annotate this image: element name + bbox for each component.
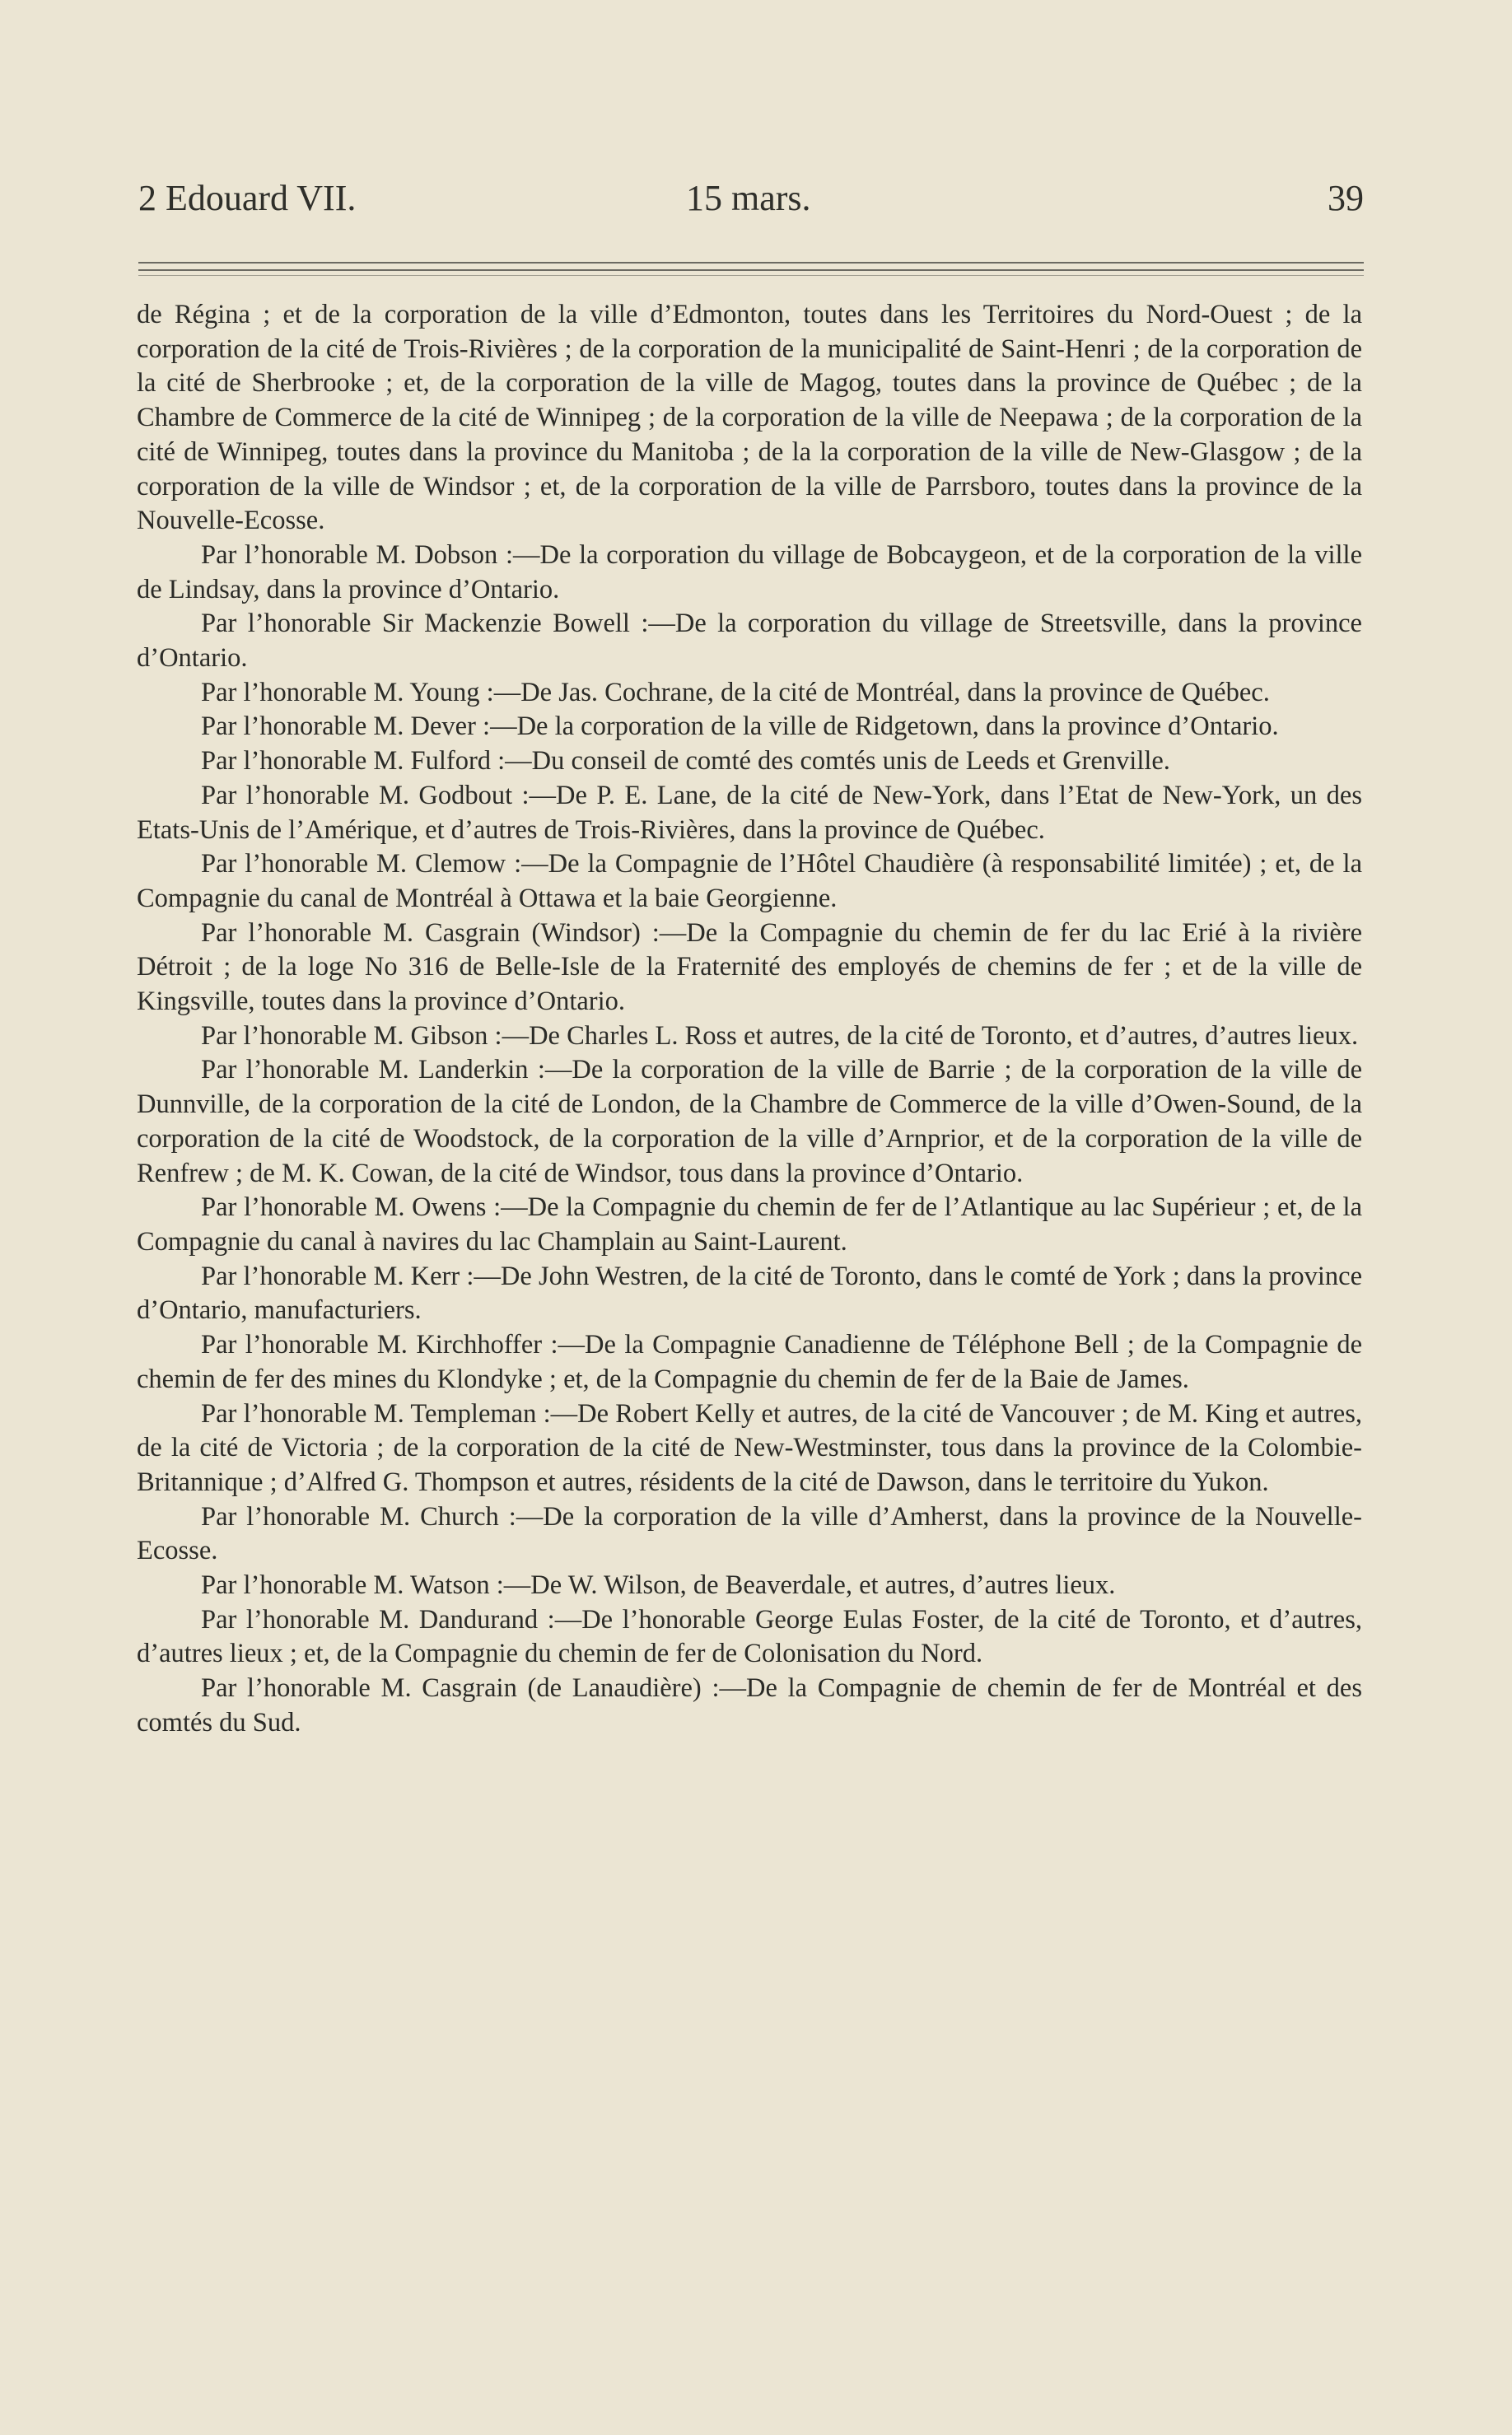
paragraph: Par l’honorable M. Young :—De Jas. Cochrane, de la cité de Montréal, dans la province de Québec.: [201, 677, 1270, 707]
page-number: 39: [1328, 178, 1364, 218]
running-header: [138, 177, 1364, 226]
paragraph: Par l’honorable M. Owens :—De la Compagnie du chemin de fer de l’Atlantique au lac Supérieur ; et, de la Compagnie du canal à navires du lac Champlain au Saint-Laurent.: [137, 1192, 1362, 1257]
paragraph: Par l’honorable M. Dever :—De la corporation de la ville de Ridgetown, dans la province d’Ontario.: [201, 711, 1279, 742]
paragraph: Par l’honorable M. Church :—De la corporation de la ville d’Amherst, dans la province de la Nouvelle-Ecosse.: [137, 1501, 1362, 1566]
paragraph: Par l’honorable M. Dobson :—De la corporation du village de Bobcaygeon, et de la corporation de la ville de Lindsay, dans la province d’Ontario.: [137, 539, 1362, 604]
paragraph: Par l’honorable M. Casgrain (Windsor) :—De la Compagnie du chemin de fer du lac Erié à la rivière Détroit ; de la loge No 316 de Belle-Isle de la Fraternité des employés de chemins de fer ; et de la ville de Kingsville, toutes dans la province d’Ontario.: [137, 917, 1362, 1017]
paragraph: Par l’honorable M. Kerr :—De John Westren, de la cité de Toronto, dans le comté de York ; dans la province d’Ontario, manufacturiers.: [137, 1261, 1362, 1326]
header-session: 2 Edouard VII.: [138, 178, 357, 218]
paragraph: Par l’honorable M. Casgrain (de Lanaudière) :—De la Compagnie de chemin de fer de Montréal et des comtés du Sud.: [137, 1673, 1362, 1738]
paragraph: Par l’honorable M. Gibson :—De Charles L. Ross et autres, de la cité de Toronto, et d’autres, d’autres lieux.: [201, 1020, 1359, 1051]
paragraph: Par l’honorable M. Landerkin :—De la corporation de la ville de Barrie ; de la corporation de la ville de Dunnville, de la corporation de la cité de London, de la Chambre de Commerce de la ville d’Owen-Sound, de la corporation de la cité de Woodstock, de la corporation de la ville d’Arnprior, et de la corporation de la ville de Renfrew ; de M. K. Cowan, de la cité de Windsor, tous dans la province d’Ontario.: [137, 1055, 1362, 1188]
paragraph: Par l’honorable M. Clemow :—De la Compagnie de l’Hôtel Chaudière (à responsabilité limitée) ; et, de la Compagnie du canal de Montréal à Ottawa et la baie Georgienne.: [137, 849, 1362, 913]
header-date: 15 mars.: [686, 178, 811, 218]
paragraph: Par l’honorable M. Watson :—De W. Wilson, de Beaverdale, et autres, d’autres lieux.: [201, 1570, 1116, 1601]
paragraph: Par l’honorable M. Fulford :—Du conseil de comté des comtés unis de Leeds et Grenville.: [201, 746, 1170, 777]
paragraph: Par l’honorable M. Templeman :—De Robert Kelly et autres, de la cité de Vancouver ; de M. King et autres, de la cité de Victoria ; de la corporation de la cité de New-Westminster, tous dans la province de la Colombie-Britannique ; d’Alfred G. Thompson et autres, résidents de la cité de Dawson, dans le territoire du Yukon.: [137, 1398, 1362, 1497]
paragraph: Par l’honorable M. Dandurand :—De l’honorable George Eulas Foster, de la cité de Toronto, et d’autres, d’autres lieux ; et, de la Compagnie du chemin de fer de Colonisation du Nord.: [137, 1604, 1362, 1669]
paragraph: Par l’honorable M. Kirchhoffer :—De la Compagnie Canadienne de Téléphone Bell ; de la Compagnie de chemin de fer des mines du Klondyke ; et, de la Compagnie du chemin de fer de la Baie de James.: [137, 1330, 1362, 1394]
paragraph: Par l’honorable M. Godbout :—De P. E. Lane, de la cité de New-York, dans l’Etat de New-York, un des Etats-Unis de l’Amérique, et d’autres de Trois-Rivières, dans la province de Québec.: [137, 780, 1362, 845]
paragraph: Par l’honorable Sir Mackenzie Bowell :—De la corporation du village de Streetsville, dans la province d’Ontario.: [137, 609, 1362, 674]
body-text: [137, 298, 1362, 1741]
header-rule: [138, 275, 1364, 276]
header-rule: [138, 262, 1364, 264]
header-rule: [138, 269, 1364, 271]
paragraph: de Régina ; et de la corporation de la ville d’Edmonton, toutes dans les Territoires du Nord-Ouest ; de la corporation de la cité de Trois-Rivières ; de la corporation de la municipalité de Saint-Henri ; de la corporation de la cité de Sherbrooke ; et, de la corporation de la ville de Magog, toutes dans la province de Québec ; de la Chambre de Commerce de la cité de Winnipeg ; de la corporation de la ville de Neepawa ; de la corporation de la cité de Winnipeg, toutes dans la province du Manitoba ; de la la corporation de la ville de New-Glasgow ; de la corporation de la ville de Windsor ; et, de la corporation de la ville de Parrsboro, toutes dans la province de la Nouvelle-Ecosse.: [137, 300, 1362, 536]
